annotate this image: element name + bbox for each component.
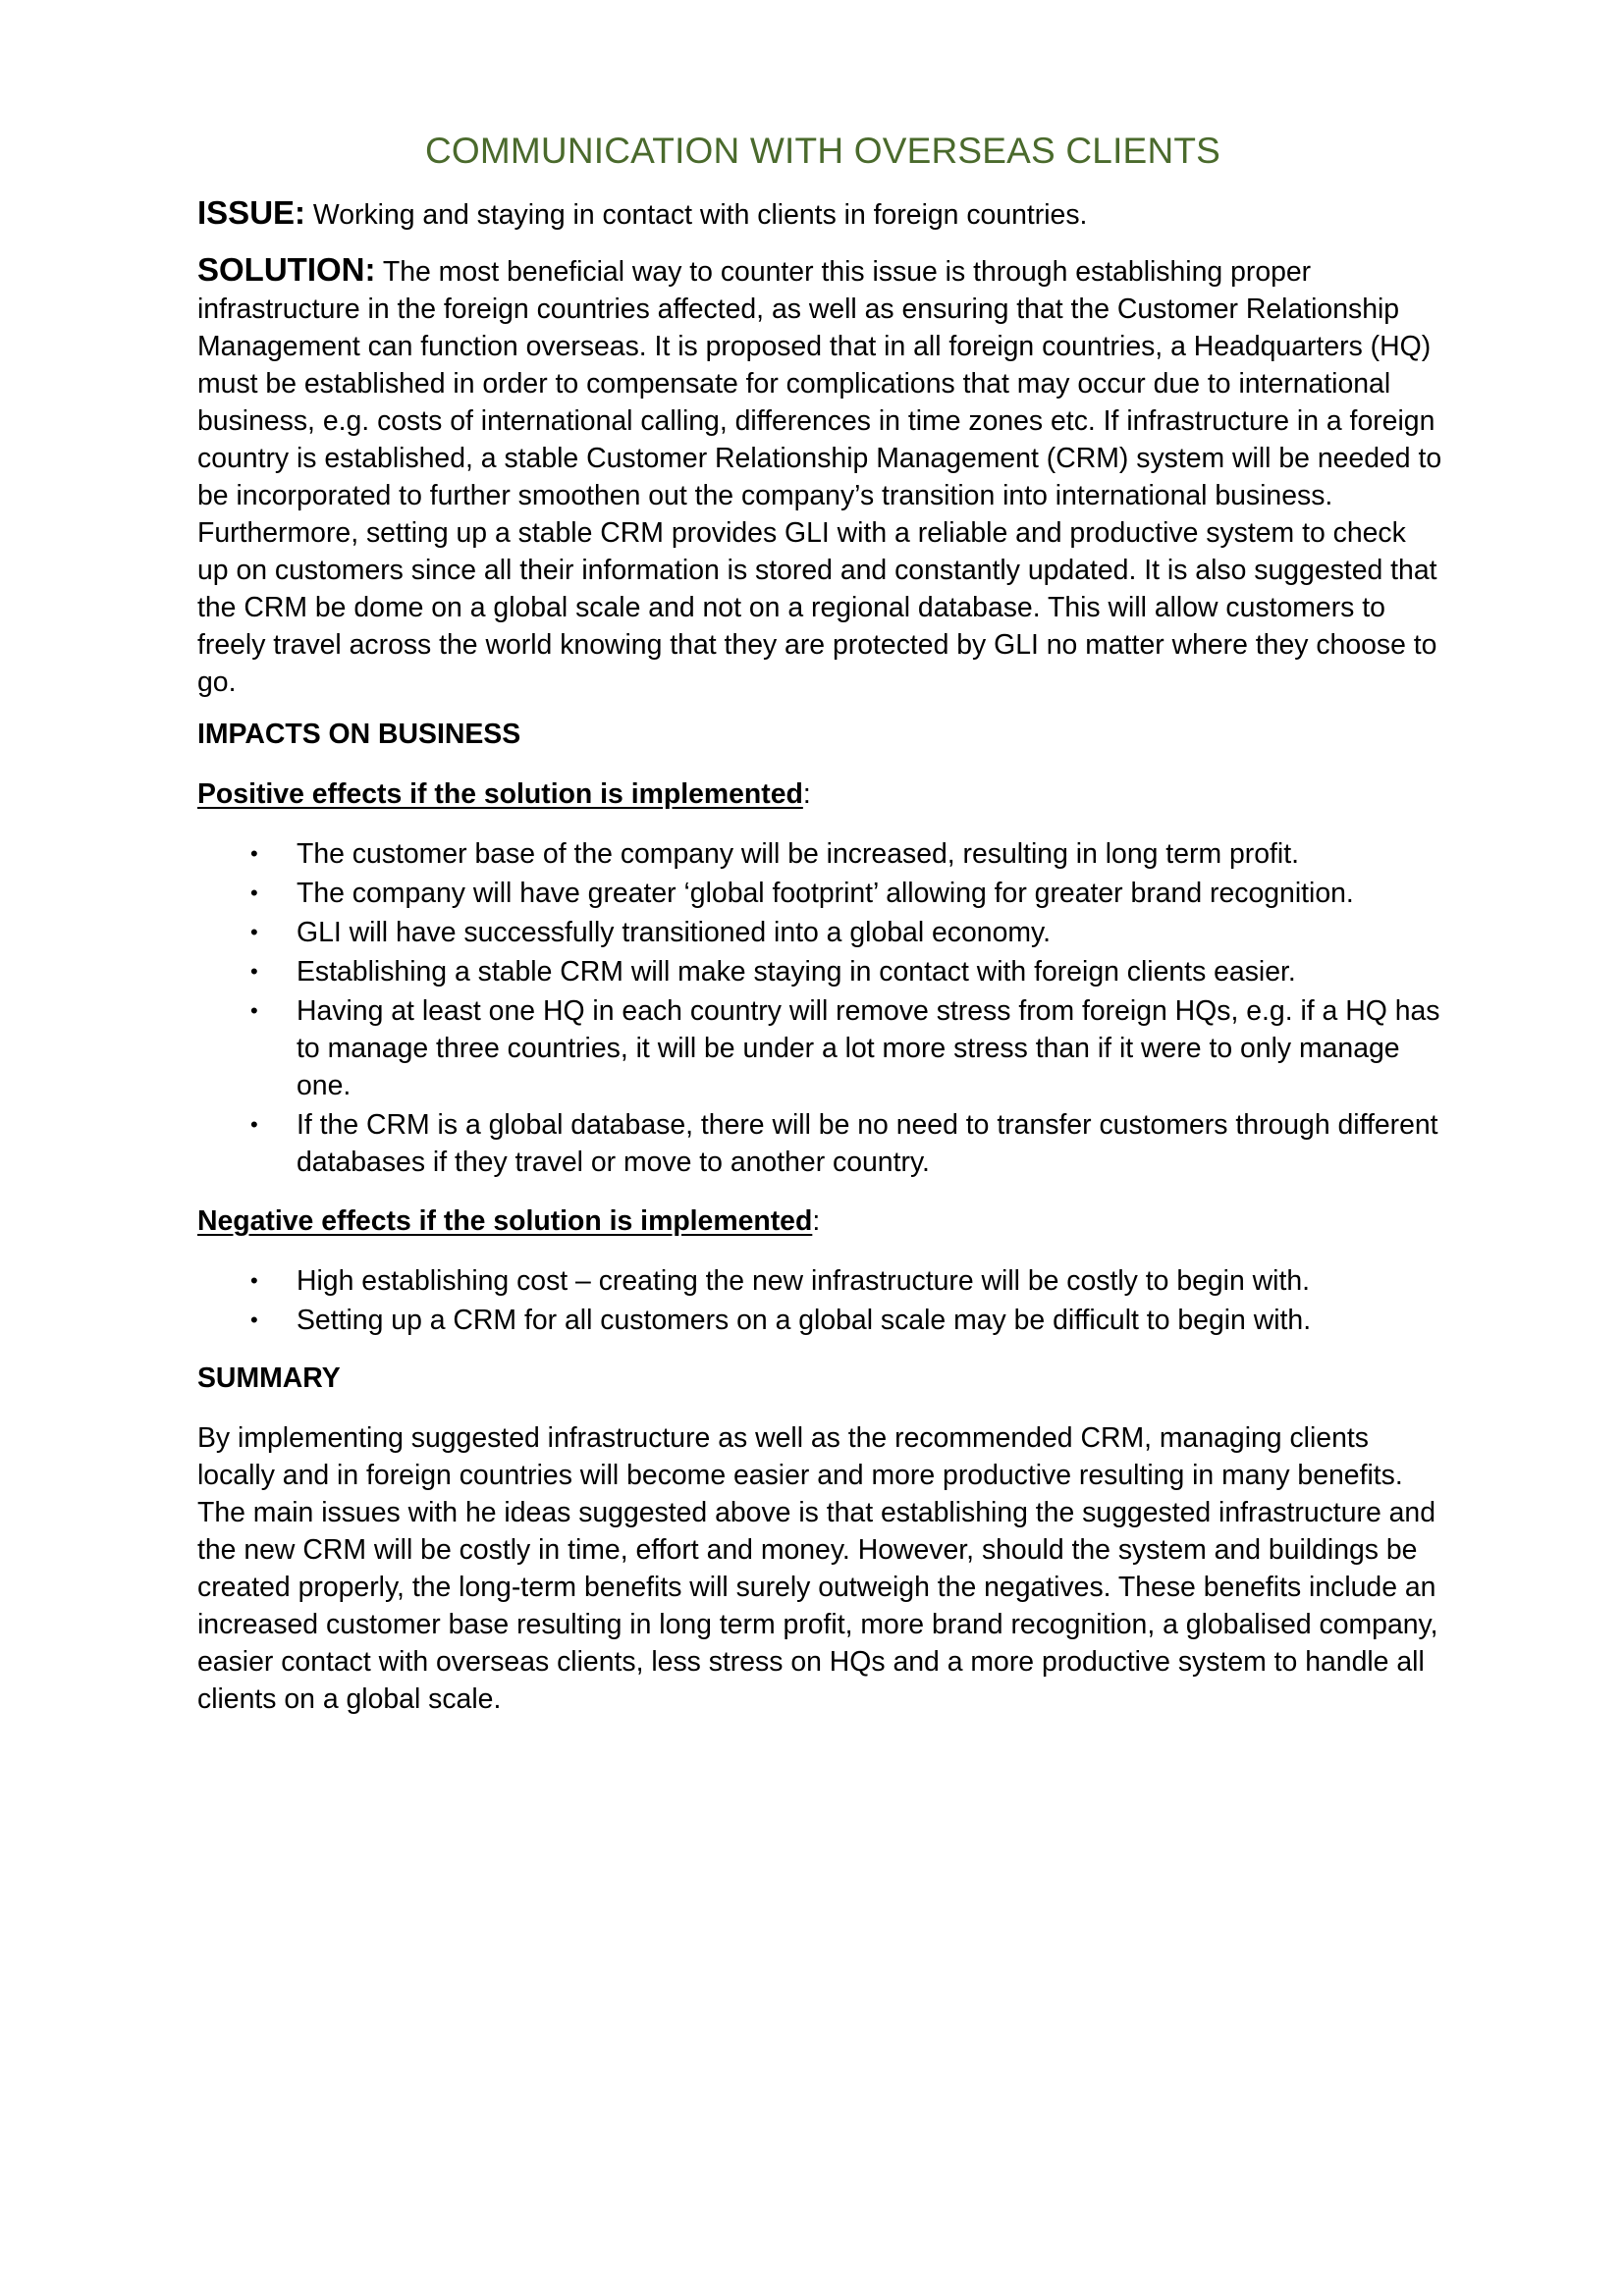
bullet-icon: • bbox=[250, 920, 258, 944]
list-item-text: High establishing cost – creating the new infrastructure will be costly to begin with. bbox=[297, 1265, 1311, 1297]
document-page bbox=[197, 130, 1444, 1718]
list-item-text: Establishing a stable CRM will make staying in contact with foreign clients easier. bbox=[297, 956, 1296, 988]
list-item-text: Having at least one HQ in each country will remove stress from foreign HQs, e.g. if a HQ has to manage three countries, it will be under a lot more stress than if it were to only manage one. bbox=[297, 995, 1440, 1101]
negative-effects-heading bbox=[197, 1202, 1444, 1240]
list-item-text: Setting up a CRM for all customers on a global scale may be difficult to begin with. bbox=[297, 1305, 1312, 1336]
issue-paragraph bbox=[197, 194, 1444, 234]
bullet-icon: • bbox=[250, 881, 258, 905]
negative-effects-list bbox=[197, 1262, 1444, 1339]
negative-effects-title: Negative effects if the solution is implemented bbox=[197, 1205, 813, 1237]
solution-paragraph bbox=[197, 251, 1444, 701]
positive-effects-title: Positive effects if the solution is implemented bbox=[197, 778, 803, 810]
list-item bbox=[197, 835, 1444, 873]
impacts-heading: IMPACTS ON BUSINESS bbox=[197, 719, 521, 750]
page-title: COMMUNICATION WITH OVERSEAS CLIENTS bbox=[424, 131, 1221, 171]
bullet-icon: • bbox=[250, 998, 258, 1023]
list-item bbox=[197, 1262, 1444, 1300]
list-item-text: The customer base of the company will be increased, resulting in long term profit. bbox=[297, 838, 1299, 870]
list-item bbox=[197, 992, 1444, 1104]
summary-heading: SUMMARY bbox=[197, 1362, 341, 1394]
positive-effects-list bbox=[197, 835, 1444, 1181]
list-item bbox=[197, 953, 1444, 990]
bullet-icon: • bbox=[250, 841, 258, 866]
solution-label: SOLUTION: bbox=[197, 251, 376, 288]
solution-text: The most beneficial way to counter this issue is through establishing proper infrastructure in the foreign countries affected, as well as ensuring that the Customer Relationship Management can function overseas. It is proposed that in all foreign countries, a Headquarters (HQ) must be established in order to compensate for complications that may occur due to international business, e.g. costs of international calling, differences in time zones etc. If infrastructure in a foreign country is established, a stable Customer Relationship Management (CRM) system will be needed to be incorporated to further smoothen out the company’s transition into international business. Furthermore, setting up a stable CRM provides GLI with a reliable and productive system to check up on customers since all their information is stored and constantly updated. It is also suggested that the CRM be dome on a global scale and not on a regional database. This will allow customers to freely travel across the world knowing that they are protected by GLI no matter where they choose to go. bbox=[197, 256, 1442, 698]
bullet-icon: • bbox=[250, 1268, 258, 1293]
list-item-text: GLI will have successfully transitioned into a global economy. bbox=[297, 917, 1051, 948]
bullet-icon: • bbox=[250, 959, 258, 984]
issue-label: ISSUE: bbox=[197, 194, 306, 231]
bullet-icon: • bbox=[250, 1112, 258, 1137]
list-item bbox=[197, 1302, 1444, 1339]
list-item-text: The company will have greater ‘global footprint’ allowing for greater brand recognition. bbox=[297, 878, 1354, 909]
negative-effects-colon: : bbox=[812, 1205, 821, 1237]
list-item bbox=[197, 1106, 1444, 1181]
positive-effects-colon: : bbox=[802, 778, 811, 810]
summary-paragraph: By implementing suggested infrastructure as well as the recommended CRM, managing clients locally and in foreign countries will become easier and more productive resulting in many benefits. The main issues with he ideas suggested above is that establishing the suggested infrastructure and the new CRM will be costly in time, effort and money. However, should the system and buildings be created properly, the long-term benefits will surely outweigh the negatives. These benefits include an increased customer base resulting in long term profit, more brand recognition, a globalised company, easier contact with overseas clients, less stress on HQs and a more productive system to handle all clients on a global scale. bbox=[197, 1422, 1438, 1715]
positive-effects-heading bbox=[197, 775, 1444, 813]
bullet-icon: • bbox=[250, 1308, 258, 1332]
list-item bbox=[197, 914, 1444, 951]
list-item-text: If the CRM is a global database, there will be no need to transfer customers through different databases if they travel or move to another country. bbox=[297, 1109, 1438, 1178]
issue-text: Working and staying in contact with clients in foreign countries. bbox=[305, 199, 1088, 231]
list-item bbox=[197, 875, 1444, 912]
